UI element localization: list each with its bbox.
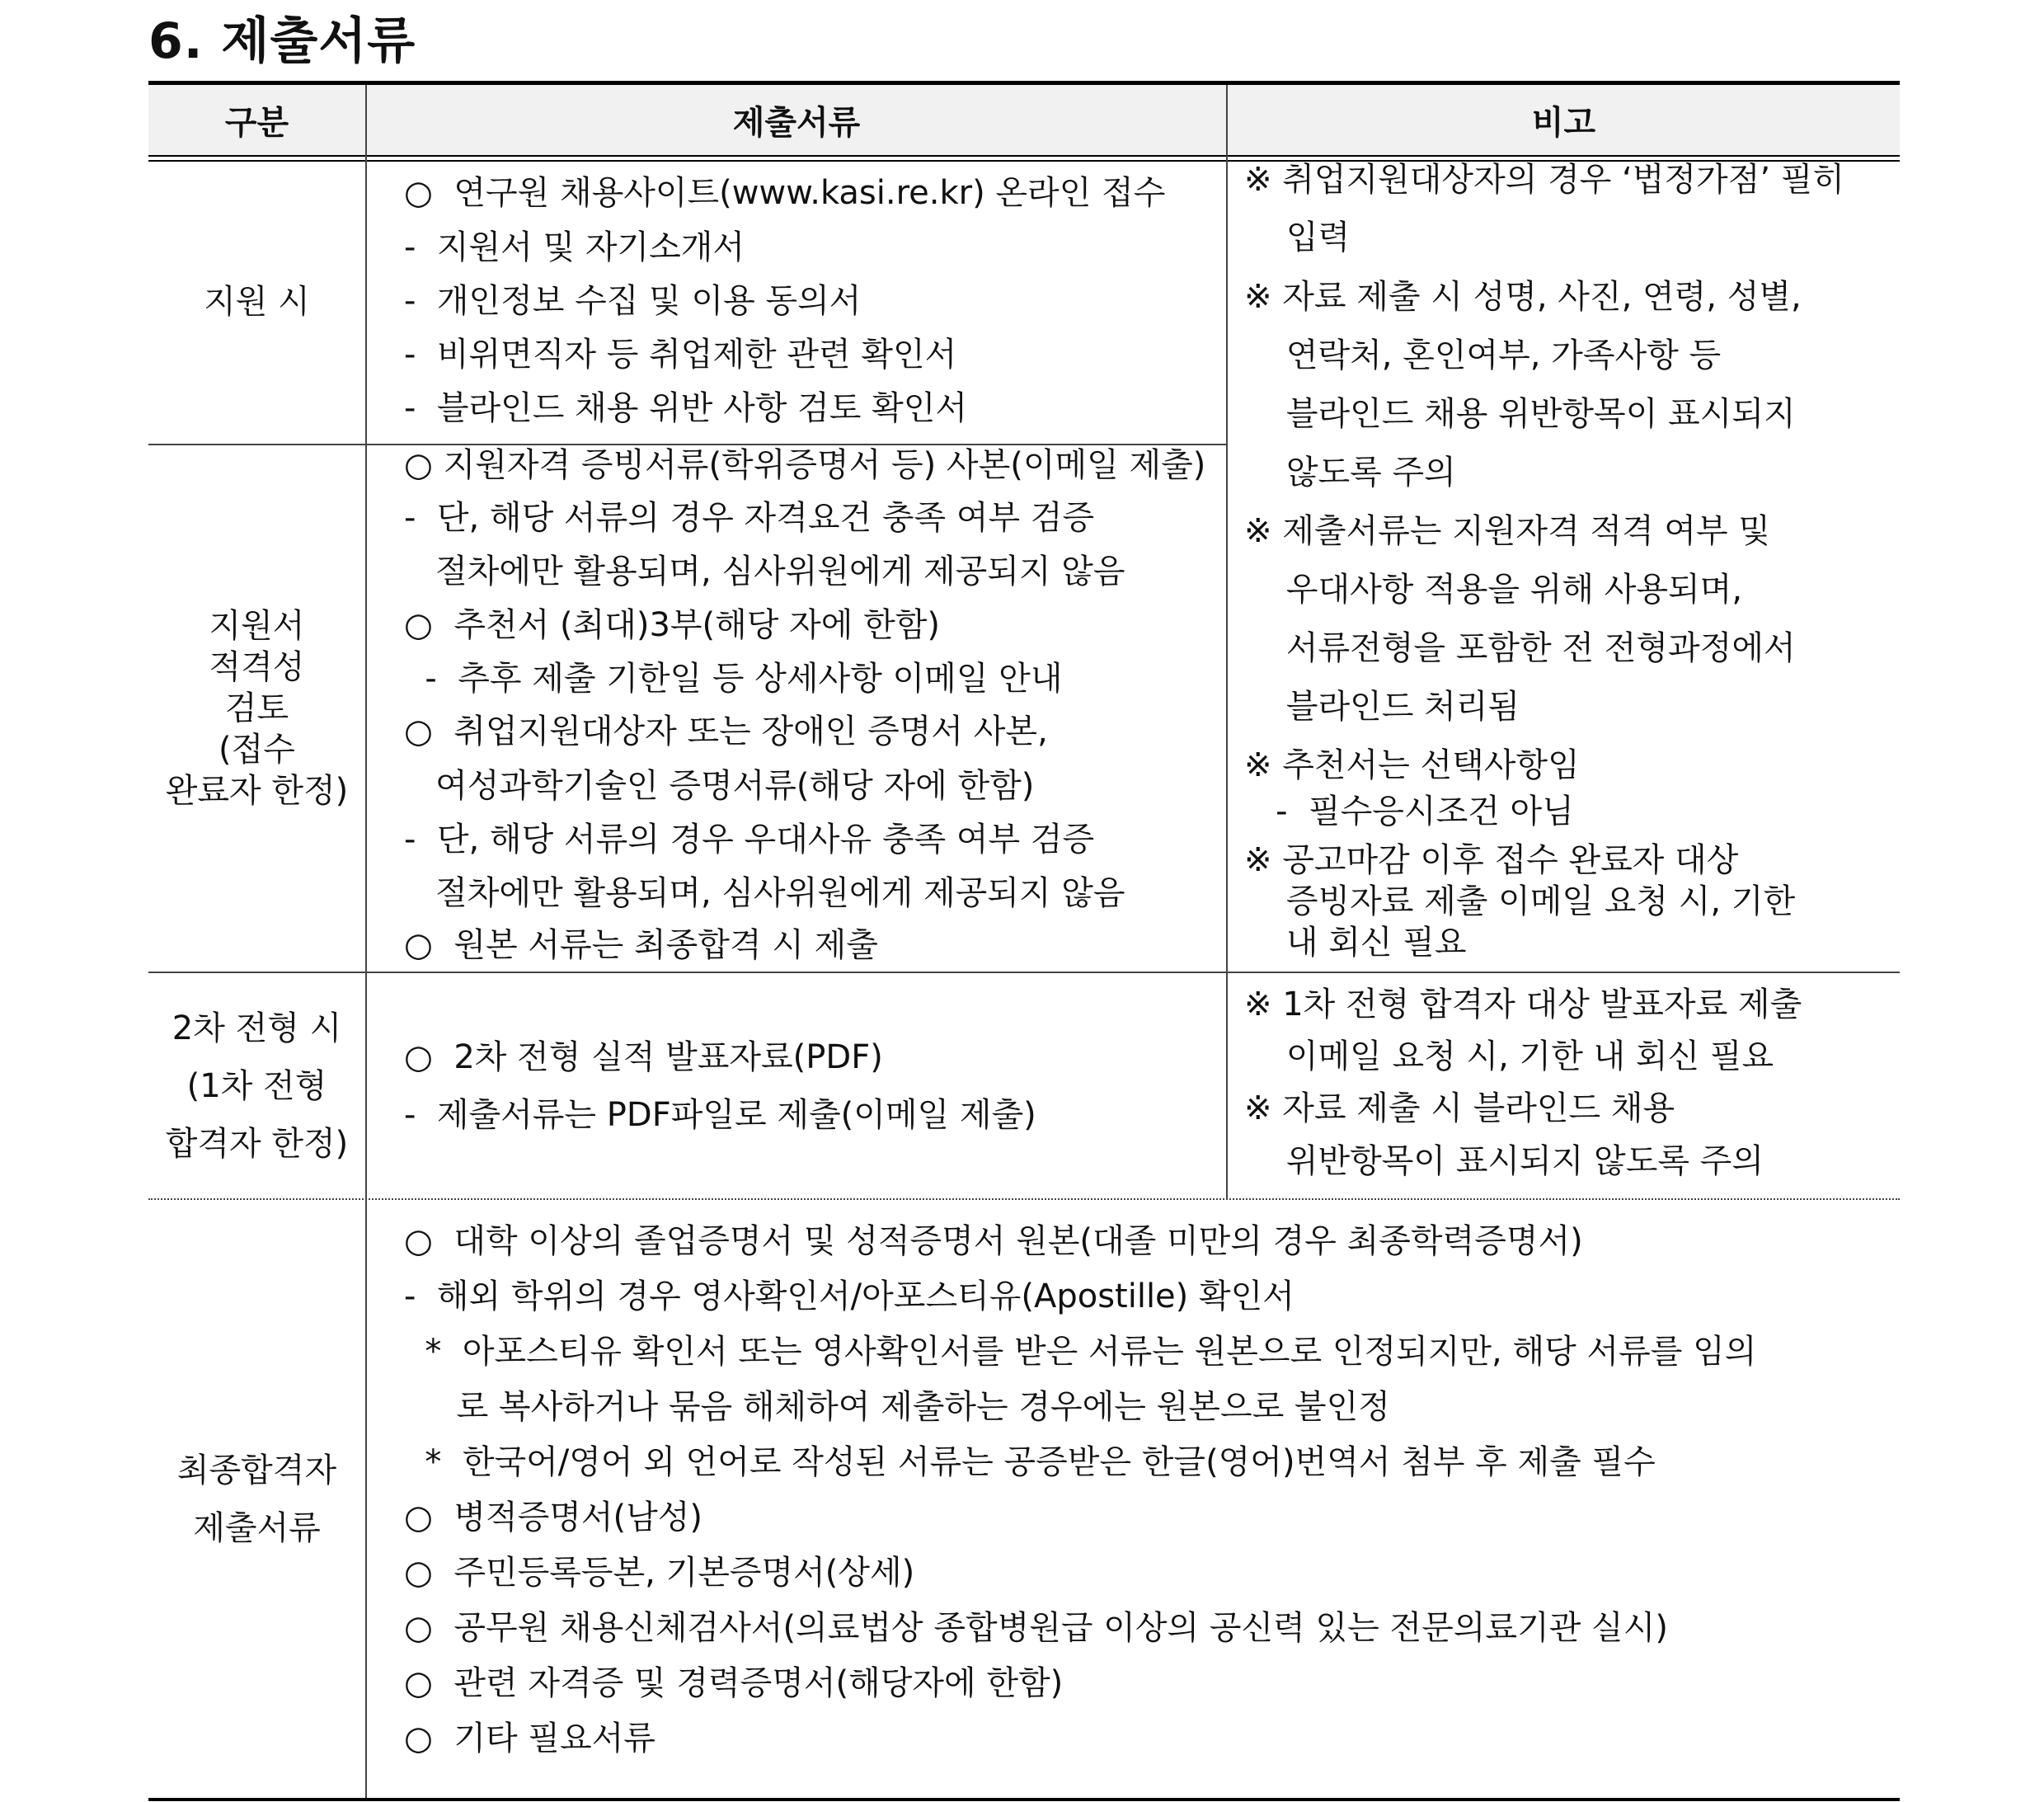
list-item: ○ 지원자격 증빙서류(학위증명서 등) 사본(이메일 제출): [404, 446, 1206, 484]
list-item: ○ 원본 서류는 최종합격 시 제출: [404, 926, 878, 964]
list-item: - 추후 제출 기한일 등 상세사항 이메일 안내: [404, 660, 1063, 698]
list-item: 절차에만 활용되며, 심사위원에게 제공되지 않음: [404, 553, 1125, 590]
list-item: - 제출서류는 PDF파일로 제출(이메일 제출): [404, 1096, 1036, 1134]
list-item: - 단, 해당 서류의 경우 자격요건 충족 여부 검증: [404, 499, 1095, 537]
row-documents-eligibility: [367, 445, 1224, 972]
row-documents-final: [367, 1200, 1900, 1798]
remark-line: 내 회신 필요: [1244, 924, 1467, 962]
list-item: - 지원서 및 자기소개서: [404, 228, 745, 266]
list-item: ○ 공무원 채용신체검사서(의료법상 종합병원급 이상의 공신력 있는 전문의료기관 실시): [404, 1609, 1668, 1647]
row-category-second-round: 2차 전형 시 (1차 전형 합격자 한정): [165, 1009, 349, 1163]
remark-line: 블라인드 처리됨: [1244, 688, 1520, 726]
row-category-final: 최종합격자 제출서류: [176, 1451, 337, 1547]
shared-remarks-cell: [1228, 160, 1900, 972]
list-item: 여성과학기술인 증명서류(해당 자에 한함): [404, 767, 1035, 805]
list-item: ○ 주민등록등본, 기본증명서(상세): [404, 1554, 915, 1592]
remark-line: ※ 추천서는 선택사항임: [1244, 746, 1580, 784]
remark-line: ※ 1차 전형 합격자 대상 발표자료 제출: [1244, 986, 1802, 1023]
row-documents-apply: [367, 160, 1224, 444]
list-item: ○ 2차 전형 실적 발표자료(PDF): [404, 1038, 883, 1076]
list-item: * 아포스티유 확인서 또는 영사확인서를 받은 서류는 원본으로 인정되지만, 해당 서류를 임의: [404, 1333, 1757, 1371]
list-item: - 블라인드 채용 위반 사항 검토 확인서: [404, 389, 968, 427]
list-item: ○ 병적증명서(남성): [404, 1499, 703, 1536]
remark-line: 서류전형을 포함한 전 전형과정에서: [1244, 629, 1796, 667]
remark-line: ※ 자료 제출 시 블라인드 채용: [1244, 1089, 1675, 1127]
remark-line: ※ 제출서류는 지원자격 적격 여부 및: [1244, 512, 1771, 550]
remark-line: 연락처, 혼인여부, 가족사항 등: [1244, 336, 1722, 374]
remark-line: - 필수응시조건 아님: [1244, 793, 1574, 830]
remark-line: 우대사항 적용을 위해 사용되며,: [1244, 571, 1743, 609]
list-item: ○ 대학 이상의 졸업증명서 및 성적증명서 원본(대졸 미만의 경우 최종학력증명서): [404, 1222, 1583, 1260]
remark-line: 이메일 요청 시, 기한 내 회신 필요: [1244, 1037, 1774, 1075]
list-item: - 단, 해당 서류의 경우 우대사유 충족 여부 검증: [404, 821, 1095, 859]
remark-line: 증빙자료 제출 이메일 요청 시, 기한: [1244, 882, 1796, 920]
list-item: ○ 기타 필요서류: [404, 1720, 655, 1757]
header-category: 구분: [224, 104, 289, 142]
list-item: - 개인정보 수집 및 이용 동의서: [404, 282, 862, 320]
list-item: - 비위면직자 등 취업제한 관련 확인서: [404, 336, 957, 374]
table-bottom-rule: [148, 1798, 1900, 1801]
list-item: * 한국어/영어 외 언어로 작성된 서류는 공증받은 한글(영어)번역서 첨부 후 제출 필수: [404, 1443, 1656, 1481]
remark-line: 위반항목이 표시되지 않도록 주의: [1244, 1142, 1764, 1180]
remark-line: ※ 공고마감 이후 접수 완료자 대상: [1244, 841, 1739, 879]
row-documents-second-round: [367, 973, 1224, 1198]
list-item: ○ 관련 자격증 및 경력증명서(해당자에 한함): [404, 1664, 1064, 1702]
list-item: ○ 연구원 채용사이트(www.kasi.re.kr) 온라인 접수: [404, 174, 1166, 212]
header-remarks: 비고: [1531, 104, 1596, 142]
remark-line: 블라인드 채용 위반항목이 표시되지: [1244, 395, 1796, 433]
list-item: ○ 추천서 (최대)3부(해당 자에 한함): [404, 606, 941, 644]
remark-line: ※ 자료 제출 시 성명, 사진, 연령, 성별,: [1244, 278, 1802, 316]
section-title: 6. 제출서류: [148, 12, 416, 70]
list-item: ○ 취업지원대상자 또는 장애인 증명서 사본,: [404, 713, 1048, 750]
remark-line: 않도록 주의: [1244, 454, 1456, 492]
row-remarks-second-round: [1228, 973, 1900, 1198]
row-category-eligibility: 지원서 적격성 검토 (접수 완료자 한정): [165, 607, 349, 810]
header-documents: 제출서류: [732, 104, 861, 142]
list-item: - 해외 학위의 경우 영사확인서/아포스티유(Apostille) 확인서: [404, 1277, 1295, 1315]
list-item: 절차에만 활용되며, 심사위원에게 제공되지 않음: [404, 874, 1125, 912]
list-item: 로 복사하거나 묶음 해체하여 제출하는 경우에는 원본으로 불인정: [404, 1388, 1390, 1426]
row-category-apply: 지원 시: [204, 283, 310, 321]
remark-line: 입력: [1244, 219, 1351, 256]
remark-line: ※ 취업지원대상자의 경우 ‘법정가점’ 필히: [1244, 161, 1845, 199]
